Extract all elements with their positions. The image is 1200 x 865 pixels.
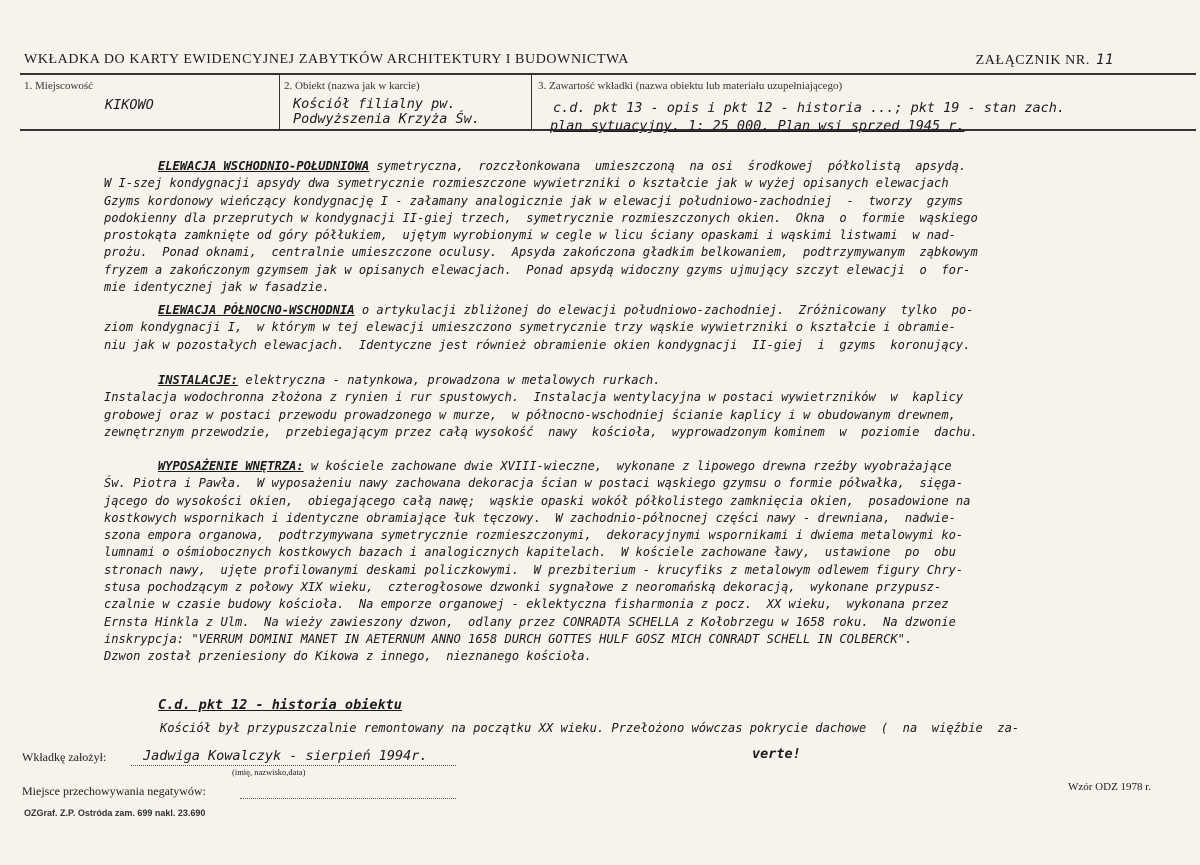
- author-dotted-line: [131, 765, 456, 766]
- text-line: Św. Piotra i Pawła. W wyposażeniu nawy zachowana dekoracja ścian w postaci wąskiego gzymsu o formie półwałka, sięga-: [104, 476, 964, 491]
- section-north-east: [104, 302, 1094, 354]
- annex-label: [976, 52, 1114, 69]
- history-text: Kościół był przypuszczalnie remontowany na początku XX wieku. Przełożono wówczas pokrycie dachowe ( na więźbie za-: [160, 721, 1020, 735]
- form-title: WKŁADKA DO KARTY EWIDENCYJNEJ ZABYTKÓW ARCHITEKTURY I BUDOWNICTWA: [24, 52, 629, 67]
- text-line: W I-szej kondygnacji apsydy dwa symetrycznie rozmieszczone wywietrzniki o kształcie jak w wyżej opisanych elewacjach: [104, 176, 949, 191]
- object-value-line2: Podwyższenia Krzyża Św.: [293, 111, 480, 127]
- text-line: jącego do wysokości okien, obiegającego całą nawę; wąskie opaski wokół półkolistego zamknięcia okien, posadowione na: [104, 493, 971, 508]
- negatives-dotted-line: [240, 798, 456, 799]
- text-line: grobowej oraz w postaci przewodu prowadzonego w murze, w północno-wschodniej ścianie kaplicy i w obudowanym drewnem,: [104, 407, 956, 422]
- text-line: o artykulacji zbliżonej do elewacji południowo-zachodniej. Zróżnicowany tylko po-: [354, 303, 974, 317]
- text-line: Dzwon został przeniesiony do Kikowa z innego, nieznanego kościoła.: [104, 649, 592, 664]
- annex-number: 11: [1095, 52, 1114, 68]
- section-east-south: [104, 158, 1094, 296]
- text-line: Instalacja wodochronna złożona z rynien i rur spustowych. Instalacja wentylacyjna w postaci wywietrzników w kaplicy: [104, 390, 964, 405]
- text-line: kostkowych wspornikach i identyczne obramiające łuk tęczowy. W zachodnio-północnej części nawy - drewniana, nadwie-: [104, 510, 956, 525]
- text-line: inskrypcja: "VERRUM DOMINI MANET IN AETERNUM ANNO 1658 DURCH GOTTES HULF GOSZ MICH CONRADT SCHELL IN COLBERCK".: [104, 631, 913, 646]
- text-line: w kościele zachowane dwie XVIII-wieczne, wykonane z lipowego drewna rzeźby wyobrażające: [303, 459, 952, 473]
- content-value-line1: c.d. pkt 13 - opis i pkt 12 - historia ...; pkt 19 - stan zach.: [553, 100, 1066, 116]
- text-line: elektryczna - natynkowa, prowadzona w metalowych rurkach.: [238, 373, 661, 387]
- field-divider-2: [531, 74, 532, 130]
- author-label: Wkładkę założył:: [22, 750, 107, 764]
- section-heading: ELEWACJA WSCHODNIO-POŁUDNIOWA: [158, 159, 370, 173]
- content-label: 3. Zawartość wkładki (nazwa obiektu lub materiału uzupełniającego): [538, 80, 843, 92]
- locality-value: KIKOWO: [105, 97, 154, 113]
- form-pattern: Wzór ODZ 1978 r.: [1068, 781, 1152, 793]
- object-label: 2. Obiekt (nazwa jak w karcie): [284, 80, 420, 92]
- section-heading: WYPOSAŻENIE WNĘTRZA:: [158, 459, 304, 473]
- text-line: stusa pochodzącym z połowy XIX wieku, czterogłosowe dzwonki sygnałowe z neoromańską dekoracją, wykonane przypusz-: [104, 580, 942, 595]
- locality-label: 1. Miejscowość: [24, 80, 94, 92]
- section-interior: [104, 458, 1094, 666]
- annex-label-text: ZAŁĄCZNIK NR.: [975, 53, 1090, 68]
- history-heading: [104, 697, 1094, 714]
- author-caption: (imię, nazwisko,data): [232, 767, 306, 777]
- text-line: zewnętrznym przewodzie, przebiegającym przez całą wysokość nawy kościoła, wyprowadzonym kominem w poziomie dachu.: [104, 424, 978, 439]
- author-value: Jadwiga Kowalczyk - sierpień 1994r.: [143, 748, 428, 764]
- text-line: prożu. Ponad oknami, centralnie umieszczone oculusy. Apsyda zakończona gładkim belkowaniem, podtrzymywanym ząbkowym: [104, 245, 978, 260]
- text-line: prostokąta zamknięte od góry półłukiem, ujętym wyrobionymi w cegle w licu ściany opaskami i wąskimi listwami w nad-: [104, 228, 956, 243]
- content-value-line2: plan sytuacyjny. 1: 25 000. Plan wsi sprzed 1945 r.: [550, 118, 965, 134]
- text-line: mie identycznej jak w fasadzie.: [104, 280, 330, 295]
- turn-page-note: verte!: [752, 746, 801, 762]
- negatives-label: Miejsce przechowywania negatywów:: [22, 784, 206, 798]
- text-line: symetryczna, rozczłonkowana umieszczoną na osi środkowej półkolistą apsydą.: [369, 159, 967, 173]
- section-heading: INSTALACJE:: [158, 373, 239, 387]
- object-value-line1: Kościół filialny pw.: [293, 96, 456, 112]
- text-line: fryzem a zakończonym gzymsem jak w opisanych elewacjach. Ponad apsydą widoczny gzyms ujmujący szczyt elewacji o for-: [104, 262, 971, 277]
- text-line: ziom kondygnacji I, w którym w tej elewacji umieszczono symetrycznie trzy wąskie wywietrzniki o kształcie i obramie-: [104, 320, 956, 335]
- text-line: lumnami o ośmiobocznych kostkowych bazach i analogicznych kapitelach. W kościele zachowane ławy, ustawione po obu: [104, 545, 956, 560]
- text-line: niu jak w pozostałych elewacjach. Identyczne jest również obramienie okien kondygnacji II-giej i gzyms koronujący.: [104, 337, 971, 352]
- text-line: stronach nawy, ujęte profilowanymi deskami policzkowymi. W prezbiterium - krucyfiks z metalowym odlewem figury Chry-: [104, 562, 964, 577]
- field-divider-1: [279, 74, 280, 130]
- text-line: podokienny dla przeprutych w kondygnacji II-giej trzech, symetrycznie rozmieszczonych okien. Okna o formie wąskiego: [104, 210, 978, 225]
- history-heading-text: C.d. pkt 12 - historia obiektu: [158, 697, 402, 713]
- section-heading: ELEWACJA PÓŁNOCNO-WSCHODNIA: [158, 303, 355, 317]
- text-line: Ernsta Hinkla z Ulm. Na wieży zawieszony dzwon, odlany przez CONRADTA SCHELLA z Kołobrzegu w 1658 roku. Na dzwonie: [104, 614, 956, 629]
- header-rule-top: [20, 73, 1196, 75]
- section-installations: [104, 372, 1094, 441]
- text-line: szona empora organowa, podtrzymywana symetrycznie rozmieszczonymi, dekoracyjnymi wspornikami i dwiema metalowymi ko-: [104, 528, 964, 543]
- text-line: czalnie w czasie budowy kościoła. Na emporze organowej - eklektyczna fisharmonia z pocz. XX wieku, wykonana przez: [104, 597, 949, 612]
- text-line: Gzyms kordonowy wieńczący kondygnację I - załamany analogicznie jak w elewacji południowo-zachodniej - tworzy gzyms: [104, 193, 964, 208]
- printer-imprint: OZGraf. Z.P. Ostróda zam. 699 nakl. 23.690: [24, 808, 206, 818]
